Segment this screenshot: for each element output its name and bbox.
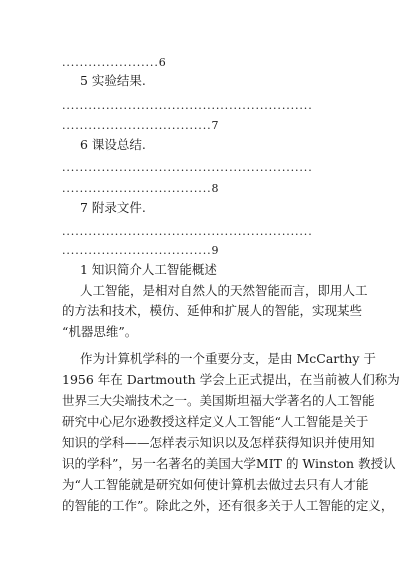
toc-dot-leader: ......................6 [62,56,167,69]
paragraph-line: 为“人工智能就是研究如何使计算机去做过去只有人才能 [62,477,369,492]
paragraph-line: 研究中心尼尔逊教授这样定义人工智能“人工智能是关于 [62,414,369,429]
toc-item-5[interactable]: 5 实验结果. [80,73,146,88]
paragraph-line: 的智能的工作”。除此之外，还有很多关于人工智能的定义， [62,498,394,513]
paragraph-line: 人工智能，是相对自然人的天然智能而言，即用人工 [80,283,368,298]
toc-item-6[interactable]: 6 课设总结. [80,137,146,152]
toc-dot-leader: ......................................................... [62,161,313,174]
paragraph-line: 的方法和技术，模仿、延伸和扩展人的智能，实现某些 [62,303,363,318]
toc-dot-leader: ..................................7 [62,119,220,132]
paragraph-line: 世界三大尖端技术之一。美国斯坦福大学著名的人工智能 [62,393,375,408]
paragraph-line: “机器思维”。 [62,324,138,339]
toc-dot-leader: ......................................................... [62,99,313,112]
toc-item-7[interactable]: 7 附录文件. [80,200,146,215]
toc-dot-leader: ..................................9 [62,244,220,257]
toc-dot-leader: ..................................8 [62,182,220,195]
paragraph-line: 知识的学科——怎样表示知识以及怎样获得知识并使用知 [62,435,375,450]
toc-dot-leader: ......................................................... [62,225,313,238]
paragraph-line: 1956 年在 Dartmouth 学会上正式提出，在当前被人们称为 [62,372,400,387]
section-heading: 1 知识简介人工智能概述 [80,262,217,277]
paragraph-line: 作为计算机学科的一个重要分支，是由 McCarthy 于 [80,351,376,366]
paragraph-line: 识的学科”，另一名著名的美国大学MIT 的 Winston 教授认 [62,456,396,471]
